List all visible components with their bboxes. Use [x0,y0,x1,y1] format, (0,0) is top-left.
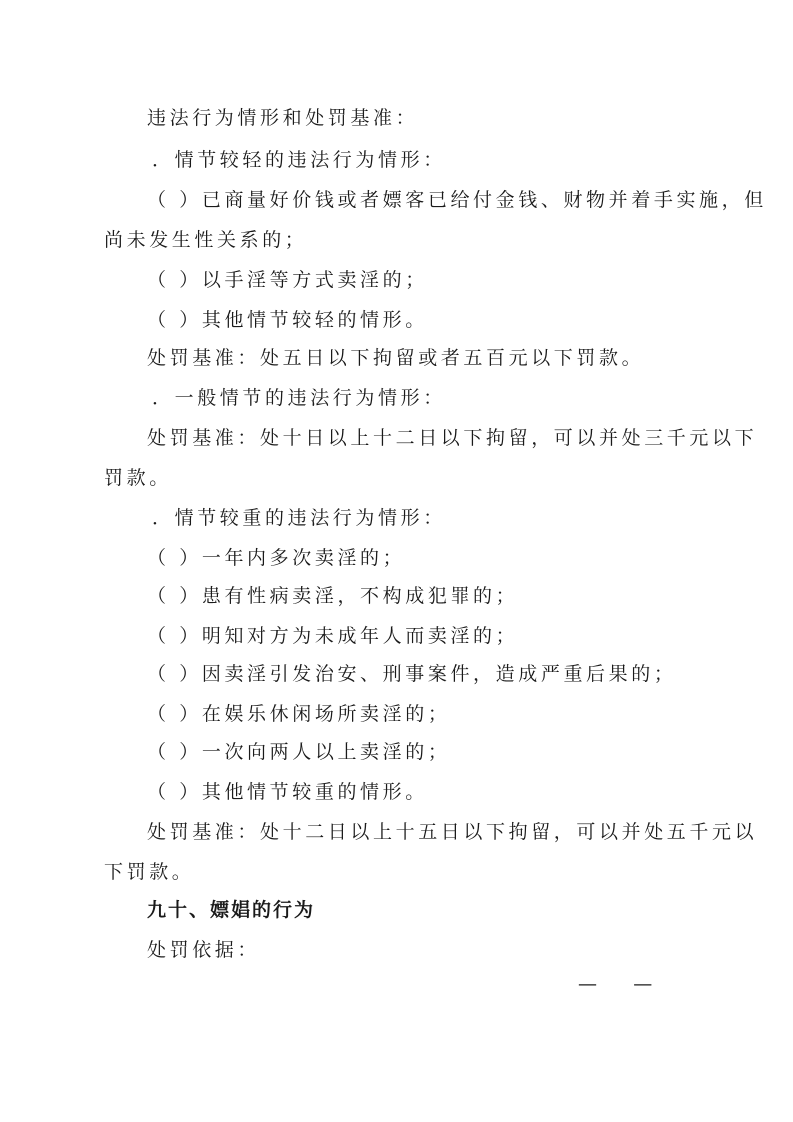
minor-circumstances-heading: ．情节较轻的违法行为情形： [152,149,446,171]
serious-penalty-standard-continued: 下罚款。 [104,861,195,883]
general-penalty-standard-continued: 罚款。 [104,467,172,489]
section-intro-heading: 违法行为情形和处罚基准： [147,107,419,129]
serious-item-4: （ ）因卖淫引发治安、刑事案件，造成严重后果的； [147,663,677,685]
serious-item-3: （ ）明知对方为未成年人而卖淫的； [147,625,519,647]
penalty-basis-label: 处罚依据： [147,939,261,961]
page-number-marker: — — [578,973,653,995]
serious-penalty-standard: 处罚基准：处十二日以上十五日以下拘留，可以并处五千元以 [147,821,758,843]
minor-item-2: （ ）以手淫等方式卖淫的； [147,269,428,291]
minor-item-3: （ ）其他情节较轻的情形。 [147,309,428,331]
minor-item-1-continued: 尚未发生性关系的； [104,229,308,251]
general-penalty-standard: 处罚基准：处十日以上十二日以下拘留，可以并处三千元以下 [147,427,758,449]
minor-item-1: （ ）已商量好价钱或者嫖客已给付金钱、财物并着手实施，但 [147,189,767,211]
general-circumstances-heading: ．一般情节的违法行为情形： [152,387,446,409]
serious-circumstances-heading: ．情节较重的违法行为情形： [152,507,446,529]
article-90-heading: 九十、嫖娼的行为 [147,899,316,921]
serious-item-5: （ ）在娱乐休闲场所卖淫的； [147,703,451,725]
serious-item-2: （ ）患有性病卖淫，不构成犯罪的； [147,585,519,607]
serious-item-1: （ ）一年内多次卖淫的； [147,547,406,569]
minor-penalty-standard: 处罚基准：处五日以下拘留或者五百元以下罚款。 [147,347,645,369]
serious-item-7: （ ）其他情节较重的情形。 [147,781,428,803]
serious-item-6: （ ）一次向两人以上卖淫的； [147,741,451,763]
